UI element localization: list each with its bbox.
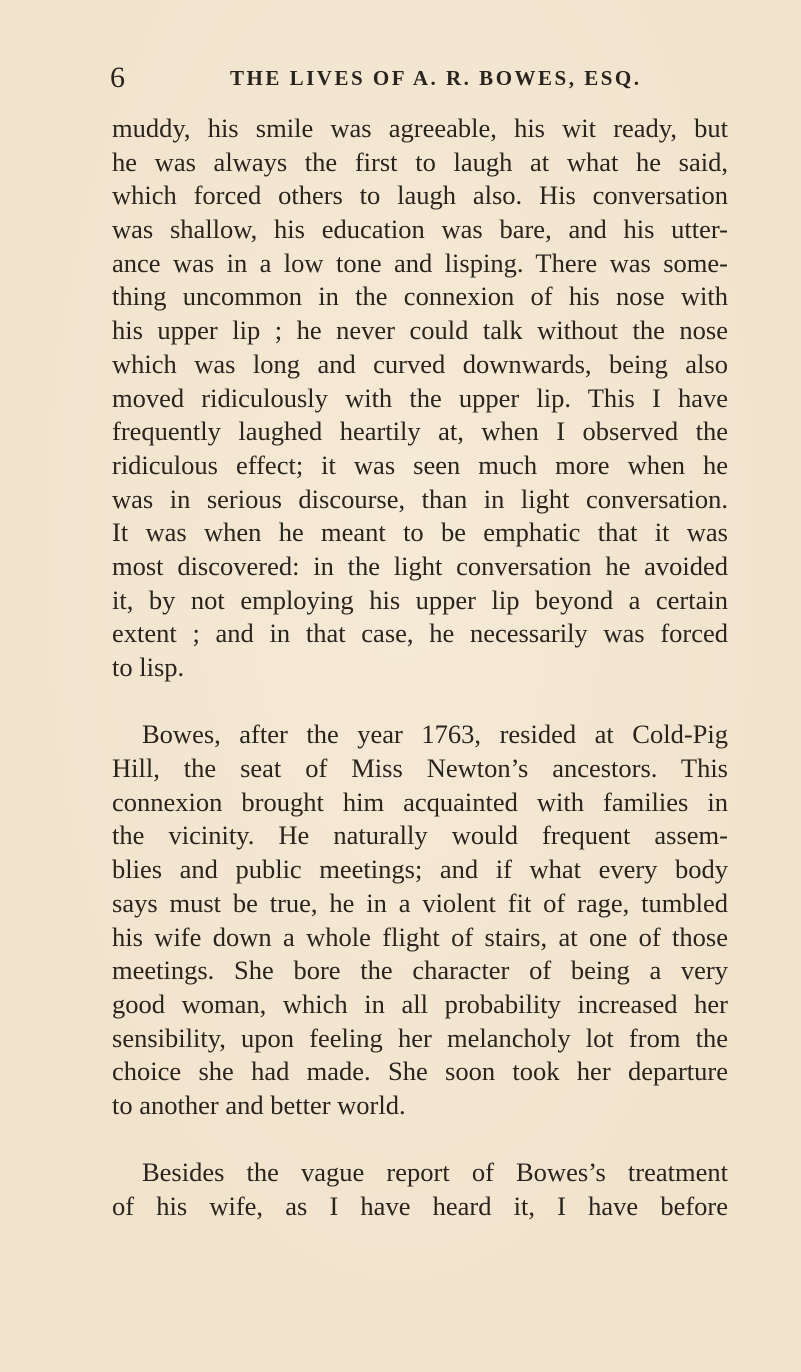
- text-line: connexion brought him acquainted with families in: [112, 786, 728, 817]
- text-line: which forced others to laugh also. His conversation: [112, 180, 728, 211]
- paragraph-2: [112, 718, 728, 1122]
- page-number: 6: [110, 61, 125, 94]
- text-line: blies and public meetings; and if what every body: [112, 854, 728, 885]
- text-line: extent ; and in that case, he necessarily was forced: [112, 618, 728, 649]
- paragraph-gap: [112, 1123, 728, 1157]
- body-text: [112, 112, 728, 1224]
- text-line: thing uncommon in the connexion of his nose with: [112, 281, 728, 312]
- text-line: ance was in a low tone and lisping. There was some-: [112, 247, 728, 278]
- text-line: sensibility, upon feeling her melancholy lot from the: [112, 1022, 728, 1053]
- text-line: muddy, his smile was agreeable, his wit ready, but: [112, 113, 728, 143]
- paragraph-3: [112, 1156, 728, 1223]
- text-line: most discovered: in the light conversation he avoided: [112, 550, 728, 581]
- text-line: his wife down a whole flight of stairs, at one of those: [112, 921, 728, 952]
- text-line: Besides the vague report of Bowes’s treatment: [142, 1157, 728, 1188]
- text-line: moved ridiculously with the upper lip. This I have: [112, 382, 728, 413]
- text-line: It was when he meant to be emphatic that it was: [112, 517, 728, 548]
- text-line: the vicinity. He naturally would frequent assem-: [112, 820, 728, 851]
- text-line: was in serious discourse, than in light conversation.: [112, 483, 728, 514]
- running-title: THE LIVES OF A. R. BOWES, ESQ.: [230, 66, 642, 90]
- text-line: ridiculous effect; it was seen much more when he: [112, 449, 728, 480]
- text-line: was shallow, his education was bare, and his utter-: [112, 214, 728, 245]
- text-line: choice she had made. She soon took her departure: [112, 1056, 728, 1087]
- text-line: Bowes, after the year 1763, resided at Cold-Pig: [142, 719, 728, 750]
- page-header: [110, 58, 730, 98]
- text-line: his upper lip ; he never could talk without the nose: [112, 315, 728, 346]
- text-line: to another and better world.: [112, 1089, 406, 1120]
- paragraph-gap: [112, 685, 728, 719]
- text-line: meetings. She bore the character of being a very: [112, 955, 728, 986]
- text-line: of his wife, as I have heard it, I have before: [112, 1191, 728, 1221]
- text-line: Hill, the seat of Miss Newton’s ancestors. This: [112, 753, 728, 784]
- text-line: which was long and curved downwards, being also: [112, 348, 728, 379]
- text-line: says must be true, he in a violent fit of rage, tumbled: [112, 887, 728, 918]
- text-line: good woman, which in all probability increased her: [112, 988, 728, 1019]
- text-line: it, by not employing his upper lip beyond a certain: [112, 584, 728, 615]
- paragraph-1: [112, 112, 728, 685]
- text-line: frequently laughed heartily at, when I observed the: [112, 416, 728, 447]
- text-line: he was always the first to laugh at what he said,: [112, 146, 728, 177]
- text-line: to lisp.: [112, 652, 185, 682]
